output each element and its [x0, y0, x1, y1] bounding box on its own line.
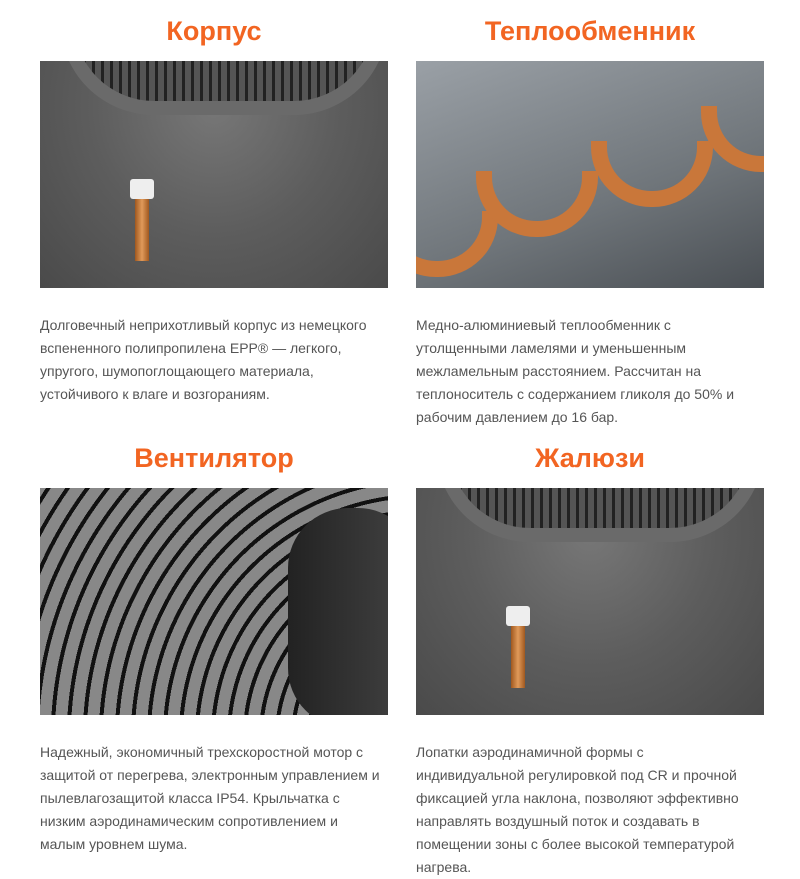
card-heat-exchanger — [416, 14, 764, 429]
desc-line: межламельным расстоянием. Рассчитан на — [416, 363, 702, 379]
card-fan — [40, 441, 388, 856]
card-title: Корпус — [166, 16, 262, 46]
desc-line: утолщенными ламелями и уменьшенным — [416, 340, 687, 356]
desc-line: нагрева. — [416, 859, 472, 875]
desc-line: рабочим давлением до 16 бар. — [416, 409, 619, 425]
fan-photo — [40, 488, 388, 715]
desc-line: фиксацией угла наклона, позволяют эффективно — [416, 790, 739, 806]
desc-line: низким аэродинамическим сопротивлением и — [40, 813, 338, 829]
desc-line: малым уровнем шума. — [40, 836, 188, 852]
housing-photo — [40, 61, 388, 288]
card-description — [40, 741, 388, 856]
desc-line: защитой от перегрева, электронным управлением и — [40, 767, 380, 783]
card-title: Теплообменник — [484, 16, 696, 46]
card-louvers — [416, 441, 764, 879]
desc-line: пылевлагозащитой класса IP54. Крыльчатка с — [40, 790, 340, 806]
desc-line: Надежный, экономичный трехскоростной мотор с — [40, 744, 364, 760]
heat-exchanger-photo — [416, 61, 764, 288]
desc-line: упругого, шумопоглощающего материала, — [40, 363, 314, 379]
card-description — [416, 741, 764, 879]
card-description — [416, 314, 764, 429]
desc-line: Медно-алюминиевый теплообменник с — [416, 317, 671, 333]
card-title: Жалюзи — [535, 443, 645, 473]
card-housing — [40, 14, 388, 406]
housing-photo — [416, 488, 764, 715]
desc-line: Лопатки аэродинамичной формы с — [416, 744, 644, 760]
desc-line: Долговечный неприхотливый корпус из немецкого — [40, 317, 367, 333]
desc-line: устойчивого к влаге и возгораниям. — [40, 386, 270, 402]
desc-line: индивидуальной регулировкой под CR и прочной — [416, 767, 737, 783]
card-title: Вентилятор — [134, 443, 294, 473]
desc-line: направлять воздушный поток и создавать в — [416, 813, 700, 829]
desc-line: теплоноситель с содержанием гликоля до 50% и — [416, 386, 735, 402]
desc-line: вспененного полипропилена EPP® — легкого, — [40, 340, 342, 356]
card-description — [40, 314, 388, 406]
desc-line: помещении зоны с более высокой температурой — [416, 836, 735, 852]
